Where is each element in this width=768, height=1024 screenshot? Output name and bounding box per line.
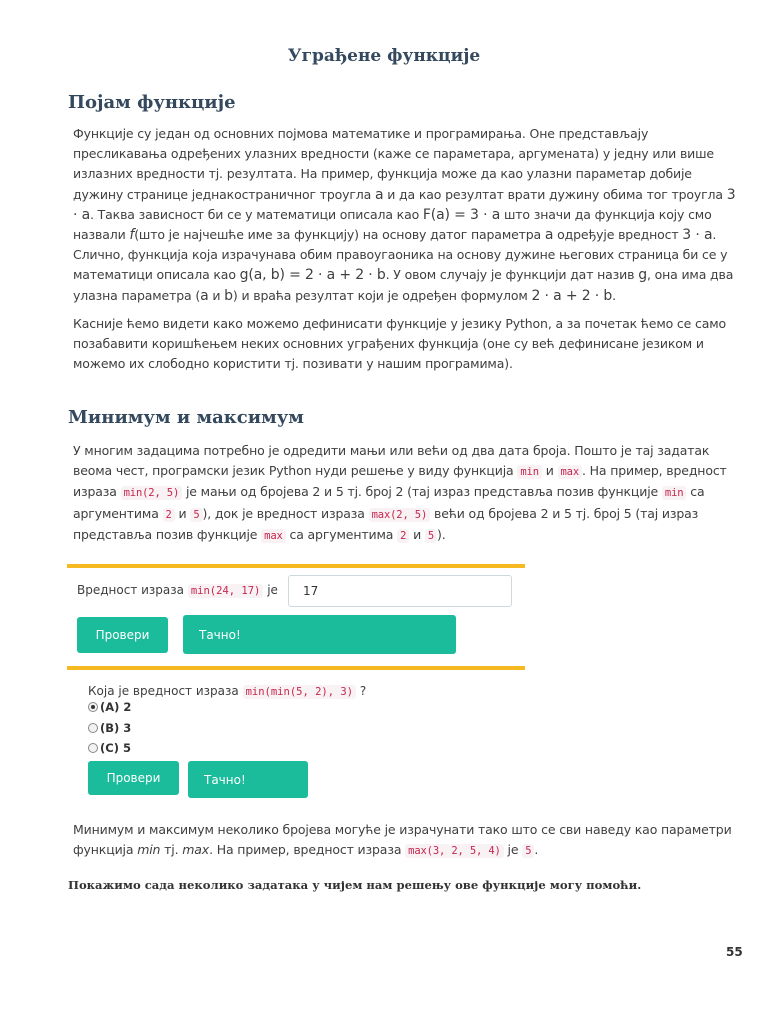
page-number: 55 [726, 945, 743, 959]
radio-checked-icon[interactable] [88, 702, 98, 712]
exercise2-option-b[interactable]: (B) 3 [88, 721, 131, 735]
exercise-top-border [67, 564, 525, 568]
paragraph-multiple-args: Минимум и максимум неколико бројева могуће је израчунати тако што се сви наведу као параметри функција min тј. max. На пример, вредност израза max(3, 2, 5, 4) је 5 . [73, 822, 732, 858]
exercise1-answer-input[interactable] [288, 575, 512, 607]
exercise2-option-c[interactable]: (C) 5 [88, 741, 131, 755]
radio-icon[interactable] [88, 723, 98, 733]
paragraph-min-max: У многим задацима потребно је одредити мањи или већи од два дата броја. Пошто је тај задатак веома чест, програмски језик Python нуди решење у виду функција min и max . На пример, вредност израза min(2, 5) је мањи од бројева 2 и 5 тј. број 2 (тај израз представља позив функције min са аргументима 2 и 5 ), док је вредност израза max(2, 5) већи од бројева 2 и 5 тј. број 5 (тај израз представља позив функције max са аргументима 2 и 5 ). [73, 443, 727, 542]
exercise1-label: Вредност израза min(24, 17) је [77, 583, 278, 597]
exercise2-feedback-correct: Тачно! [188, 761, 308, 798]
section-heading-min-max: Минимум и максимум [68, 407, 304, 428]
exercise2-option-a[interactable]: (A) 2 [88, 700, 131, 714]
radio-icon[interactable] [88, 743, 98, 753]
paragraph-function-concept: Функције су један од основних појмова математике и програмирања. Оне представљају пресликавања одређених улазних вредности (каже се параметара, аргумената) у једну или више излазних вредности тј. резултата. На пример, функција може да као улазни параметар добије дужину странице једнакостраничног троугла a и да као резултат врати дужину обима тог троугла 3 · a. Таква зависност би се у математици описала као F(a) = 3 · a што значи да функција коју смо назвали f(што је најчешће име за функцију) на основу датог параметра a одређује вредност 3 · a. Слично, функција која израчунава обим правоугаоника на основу дужине његових страница би се у математици описала као g(a, b) = 2 · a + 2 · b. У овом случају је функцији дат назив g, она има два улазна параметра (a и b) и враћа резултат који је одређен формулом 2 · a + 2 · b. [73, 126, 736, 304]
exercise1-check-button[interactable]: Провери [77, 617, 168, 653]
exercise-bottom-border [67, 666, 525, 670]
exercise2-check-button[interactable]: Провери [88, 761, 179, 795]
section-heading-function-concept: Појам функције [68, 92, 236, 113]
exercise2-question: Која је вредност израза min(min(5, 2), 3) ? [88, 684, 367, 698]
paragraph-python-intro: Касније ћемо видети како можемо дефинисати функције у језику Python, а за почетак ћемо се само позабавити коришћењем неких основних уграђених функција (оне су већ дефинисане језиком и можемо их слободно користити тј. позивати у нашим програмима). [73, 316, 727, 372]
exercise1-feedback-correct: Тачно! [183, 615, 456, 654]
page-title: Уграђене функције [287, 46, 481, 66]
closing-statement: Покажимо сада неколико задатака у чијем нам решењу ове функције могу помоћи. [68, 878, 642, 892]
